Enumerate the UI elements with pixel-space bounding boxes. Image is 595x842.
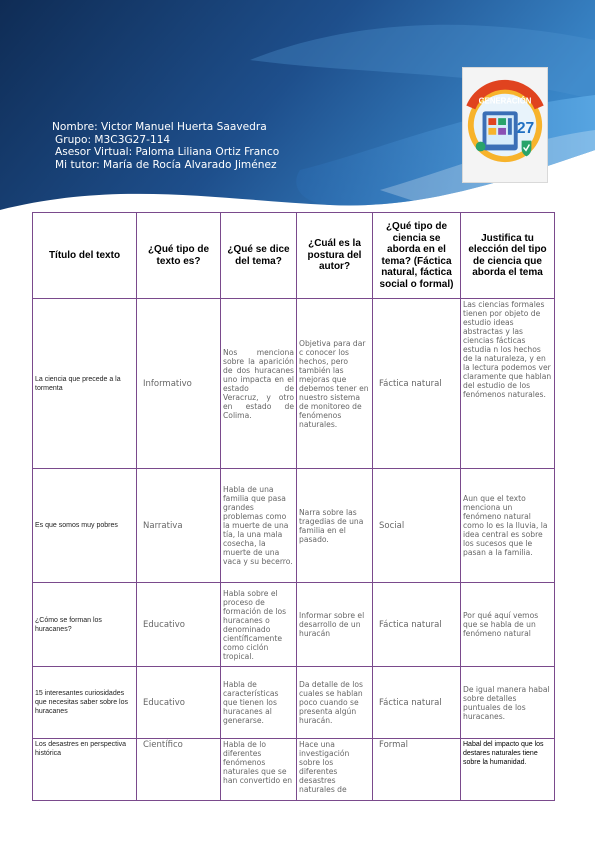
logo-number: 27	[516, 119, 535, 137]
student-group: Grupo: M3C3G27-114	[55, 133, 171, 146]
cell-titulo: Es que somos muy pobres	[33, 469, 137, 583]
generation-logo-icon	[463, 68, 547, 182]
table-row	[33, 739, 555, 801]
science-table	[32, 212, 555, 801]
cell-ciencia: Formal	[373, 739, 461, 801]
table-header-row	[33, 213, 555, 299]
cell-ciencia: Social	[373, 469, 461, 583]
cell-postura: Hace una investigación sobre los diferentes desastres naturales de	[297, 739, 373, 801]
table-row	[33, 667, 555, 739]
cell-postura: Objetiva para dar c conocer los hechos, pero también las mejoras que debemos tener en nuestro sistema de monitoreo de fenómenos naturales.	[297, 299, 373, 469]
generation-logo	[462, 67, 548, 183]
cell-titulo: 15 interesantes curiosidades que necesitas saber sobre los huracanes	[33, 667, 137, 739]
header-titulo: Título del texto	[33, 213, 137, 299]
table-row	[33, 469, 555, 583]
cell-tipo: Educativo	[137, 583, 221, 667]
cell-titulo: ¿Cómo se forman los huracanes?	[33, 583, 137, 667]
cell-tipo: Narrativa	[137, 469, 221, 583]
cell-ciencia: Fáctica natural	[373, 299, 461, 469]
cell-postura: Da detalle de los cuales se hablan poco cuando se presenta algún huracán.	[297, 667, 373, 739]
cell-titulo: La ciencia que precede a la tormenta	[33, 299, 137, 469]
header-tipo: ¿Qué tipo de texto es?	[137, 213, 221, 299]
student-info	[52, 121, 279, 171]
student-name: Nombre: Victor Manuel Huerta Saavedra	[52, 121, 267, 133]
cell-tipo: Informativo	[137, 299, 221, 469]
virtual-advisor: Asesor Virtual: Paloma Liliana Ortiz Franco	[55, 146, 280, 159]
cell-justifica: Aun que el texto menciona un fenómeno natural como lo es la lluvia, la idea central es sobre los sucesos que le pasan a la familia.	[461, 469, 555, 583]
cell-justifica: Por qué aquí vemos que se habla de un fenómeno natural	[461, 583, 555, 667]
cell-tipo: Científico	[137, 739, 221, 801]
tutor-name: Mi tutor: María de Rocía Alvarado Jiménez	[55, 158, 277, 171]
cell-tema: Habla de una familia que pasa grandes problemas como la muerte de una tía, la una mala cosecha, la muerte de una vaca y su becerro.	[221, 469, 297, 583]
cell-ciencia: Fáctica natural	[373, 583, 461, 667]
cell-tipo: Educativo	[137, 667, 221, 739]
header-tema: ¿Qué se dice del tema?	[221, 213, 297, 299]
cell-postura: Narra sobre las tragedias de una familia en el pasado.	[297, 469, 373, 583]
cell-postura: Informar sobre el desarrollo de un huracán	[297, 583, 373, 667]
cell-justifica: Habal del impacto que los destares naturales tiene sobre la humanidad.	[461, 739, 555, 801]
cell-justifica: Las ciencias formales tienen por objeto de estudio ideas abstractas y las ciencias fácticas estudia n los hechos de la naturaleza, y en la lectura podemos ver claramente que hablan del estudio de los fenómenos naturales.	[461, 299, 555, 469]
cell-titulo: Los desastres en perspectiva histórica	[33, 739, 137, 801]
cell-tema: Habla sobre el proceso de formación de los huracanes o denominado científicamente como ciclón tropical.	[221, 583, 297, 667]
cell-ciencia: Fáctica natural	[373, 667, 461, 739]
cell-tema: Nos menciona sobre la aparición de dos huracanes uno impacta en el estado de Veracruz, y otro en estado de Colima.	[221, 299, 297, 469]
logo-text: GENERACIÓN	[478, 96, 532, 106]
cell-tema: Habla de lo diferentes fenómenos naturales que se han convertido en	[221, 739, 297, 801]
cell-justifica: De igual manera habal sobre detalles puntuales de los huracanes.	[461, 667, 555, 739]
header-ciencia: ¿Qué tipo de ciencia se aborda en el tema? (Fáctica natural, fáctica social o formal)	[373, 213, 461, 299]
header-postura: ¿Cuál es la postura del autor?	[297, 213, 373, 299]
table-row	[33, 583, 555, 667]
cell-tema: Habla de características que tienen los huracanes al generarse.	[221, 667, 297, 739]
header-justifica: Justifica tu elección del tipo de ciencia que aborda el tema	[461, 213, 555, 299]
table-row	[33, 299, 555, 469]
